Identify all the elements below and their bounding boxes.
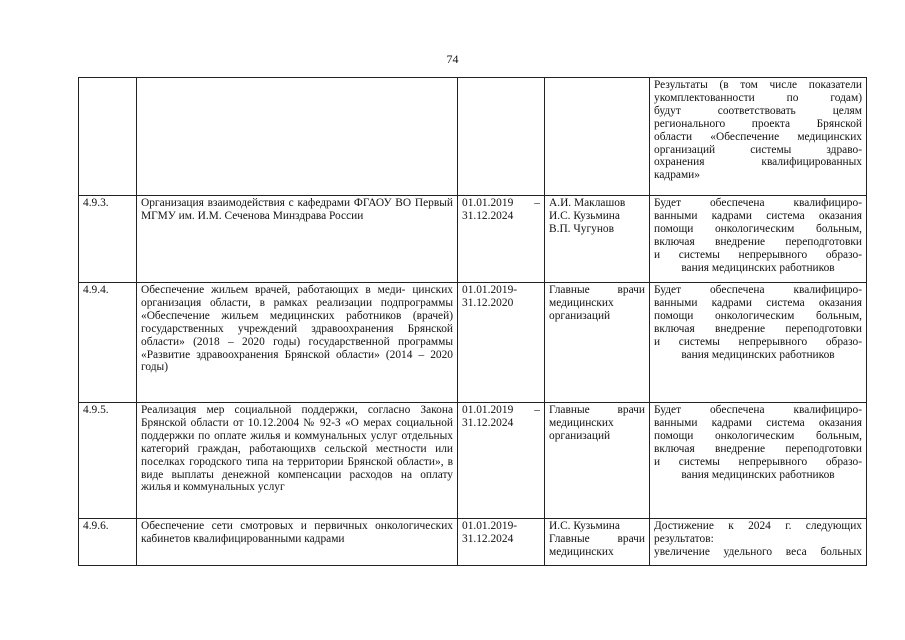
activity-cell: Обеспечение жильем врачей, работающих в меди- цинских организация области, в рамках реализации подпрограммы «Обеспечение жильем медицинских работников (врачей) государственных учреждений здравоохранения Брянской области» (2018 – 2020 годы) государственной программы «Развитие здравоохранения Брянской области» (2014 – 2020 годы) [137, 283, 458, 403]
responsible-cell: А.И. Маклашов И.С. Кузьмина В.П. Чугунов [545, 196, 650, 283]
table-row [79, 283, 867, 403]
activity-cell [137, 78, 458, 196]
item-number-cell: 4.9.6. [79, 519, 137, 566]
period-cell: 01.01.2019 – 31.12.2024 [458, 196, 545, 283]
result-cell: Будет обеспечена квалифициро- ванными кадрами система оказания помощи онкологическим больным, включая внедрение переподготовки и системы непрерывного образо- вания медицинских работников [650, 403, 867, 519]
responsible-cell: Главные врачи медицинских организаций [545, 283, 650, 403]
result-cell: Будет обеспечена квалифициро- ванными кадрами система оказания помощи онкологическим больным, включая внедрение переподготовки и системы непрерывного образо- вания медицинских работников [650, 283, 867, 403]
page-number: 74 [446, 52, 459, 66]
activity-cell: Реализация мер социальной поддержки, согласно Закона Брянской области от 10.12.2004 № 92-З «О мерах социальной поддержки по оплате жилья и коммунальных услуг отдельных категорий граждан, работающихв сельской местности или поселках городского типа на территории Брянской области», в виде выплаты денежной компенсации расходов на оплату жилья и коммунальных услуг [137, 403, 458, 519]
responsible-cell [545, 78, 650, 196]
responsible-cell: И.С. Кузьмина Главные врачи медицинских [545, 519, 650, 566]
table-row [79, 403, 867, 519]
responsible-cell: Главные врачи медицинских организаций [545, 403, 650, 519]
item-number-cell [79, 78, 137, 196]
table-row [79, 78, 867, 196]
activity-cell: Организация взаимодействия с кафедрами ФГАОУ ВО Первый МГМУ им. И.М. Сеченова Минздрава России [137, 196, 458, 283]
item-number-cell: 4.9.4. [79, 283, 137, 403]
period-cell [458, 78, 545, 196]
item-number-cell: 4.9.5. [79, 403, 137, 519]
period-cell: 01.01.2019- 31.12.2020 [458, 283, 545, 403]
table-row [79, 196, 867, 283]
result-cell: Будет обеспечена квалифициро- ванными кадрами система оказания помощи онкологическим больным, включая внедрение переподготовки и системы непрерывного образо- вания медицинских работников [650, 196, 867, 283]
result-cell: Достижение к 2024 г. следующих результатов: увеличение удельного веса больных [650, 519, 867, 566]
activity-cell: Обеспечение сети смотровых и первичных онкологических кабинетов квалифицированными кадрами [137, 519, 458, 566]
activities-table [78, 77, 867, 566]
item-number-cell: 4.9.3. [79, 196, 137, 283]
table-row [79, 519, 867, 566]
period-cell: 01.01.2019- 31.12.2024 [458, 519, 545, 566]
result-cell: Результаты (в том числе показатели укомплектованности по годам) будут соответствовать целям регионального проекта Брянской области «Обеспечение медицинских организаций системы здраво- охранения квалифицированных кадрами» [650, 78, 867, 196]
period-cell: 01.01.2019 – 31.12.2024 [458, 403, 545, 519]
